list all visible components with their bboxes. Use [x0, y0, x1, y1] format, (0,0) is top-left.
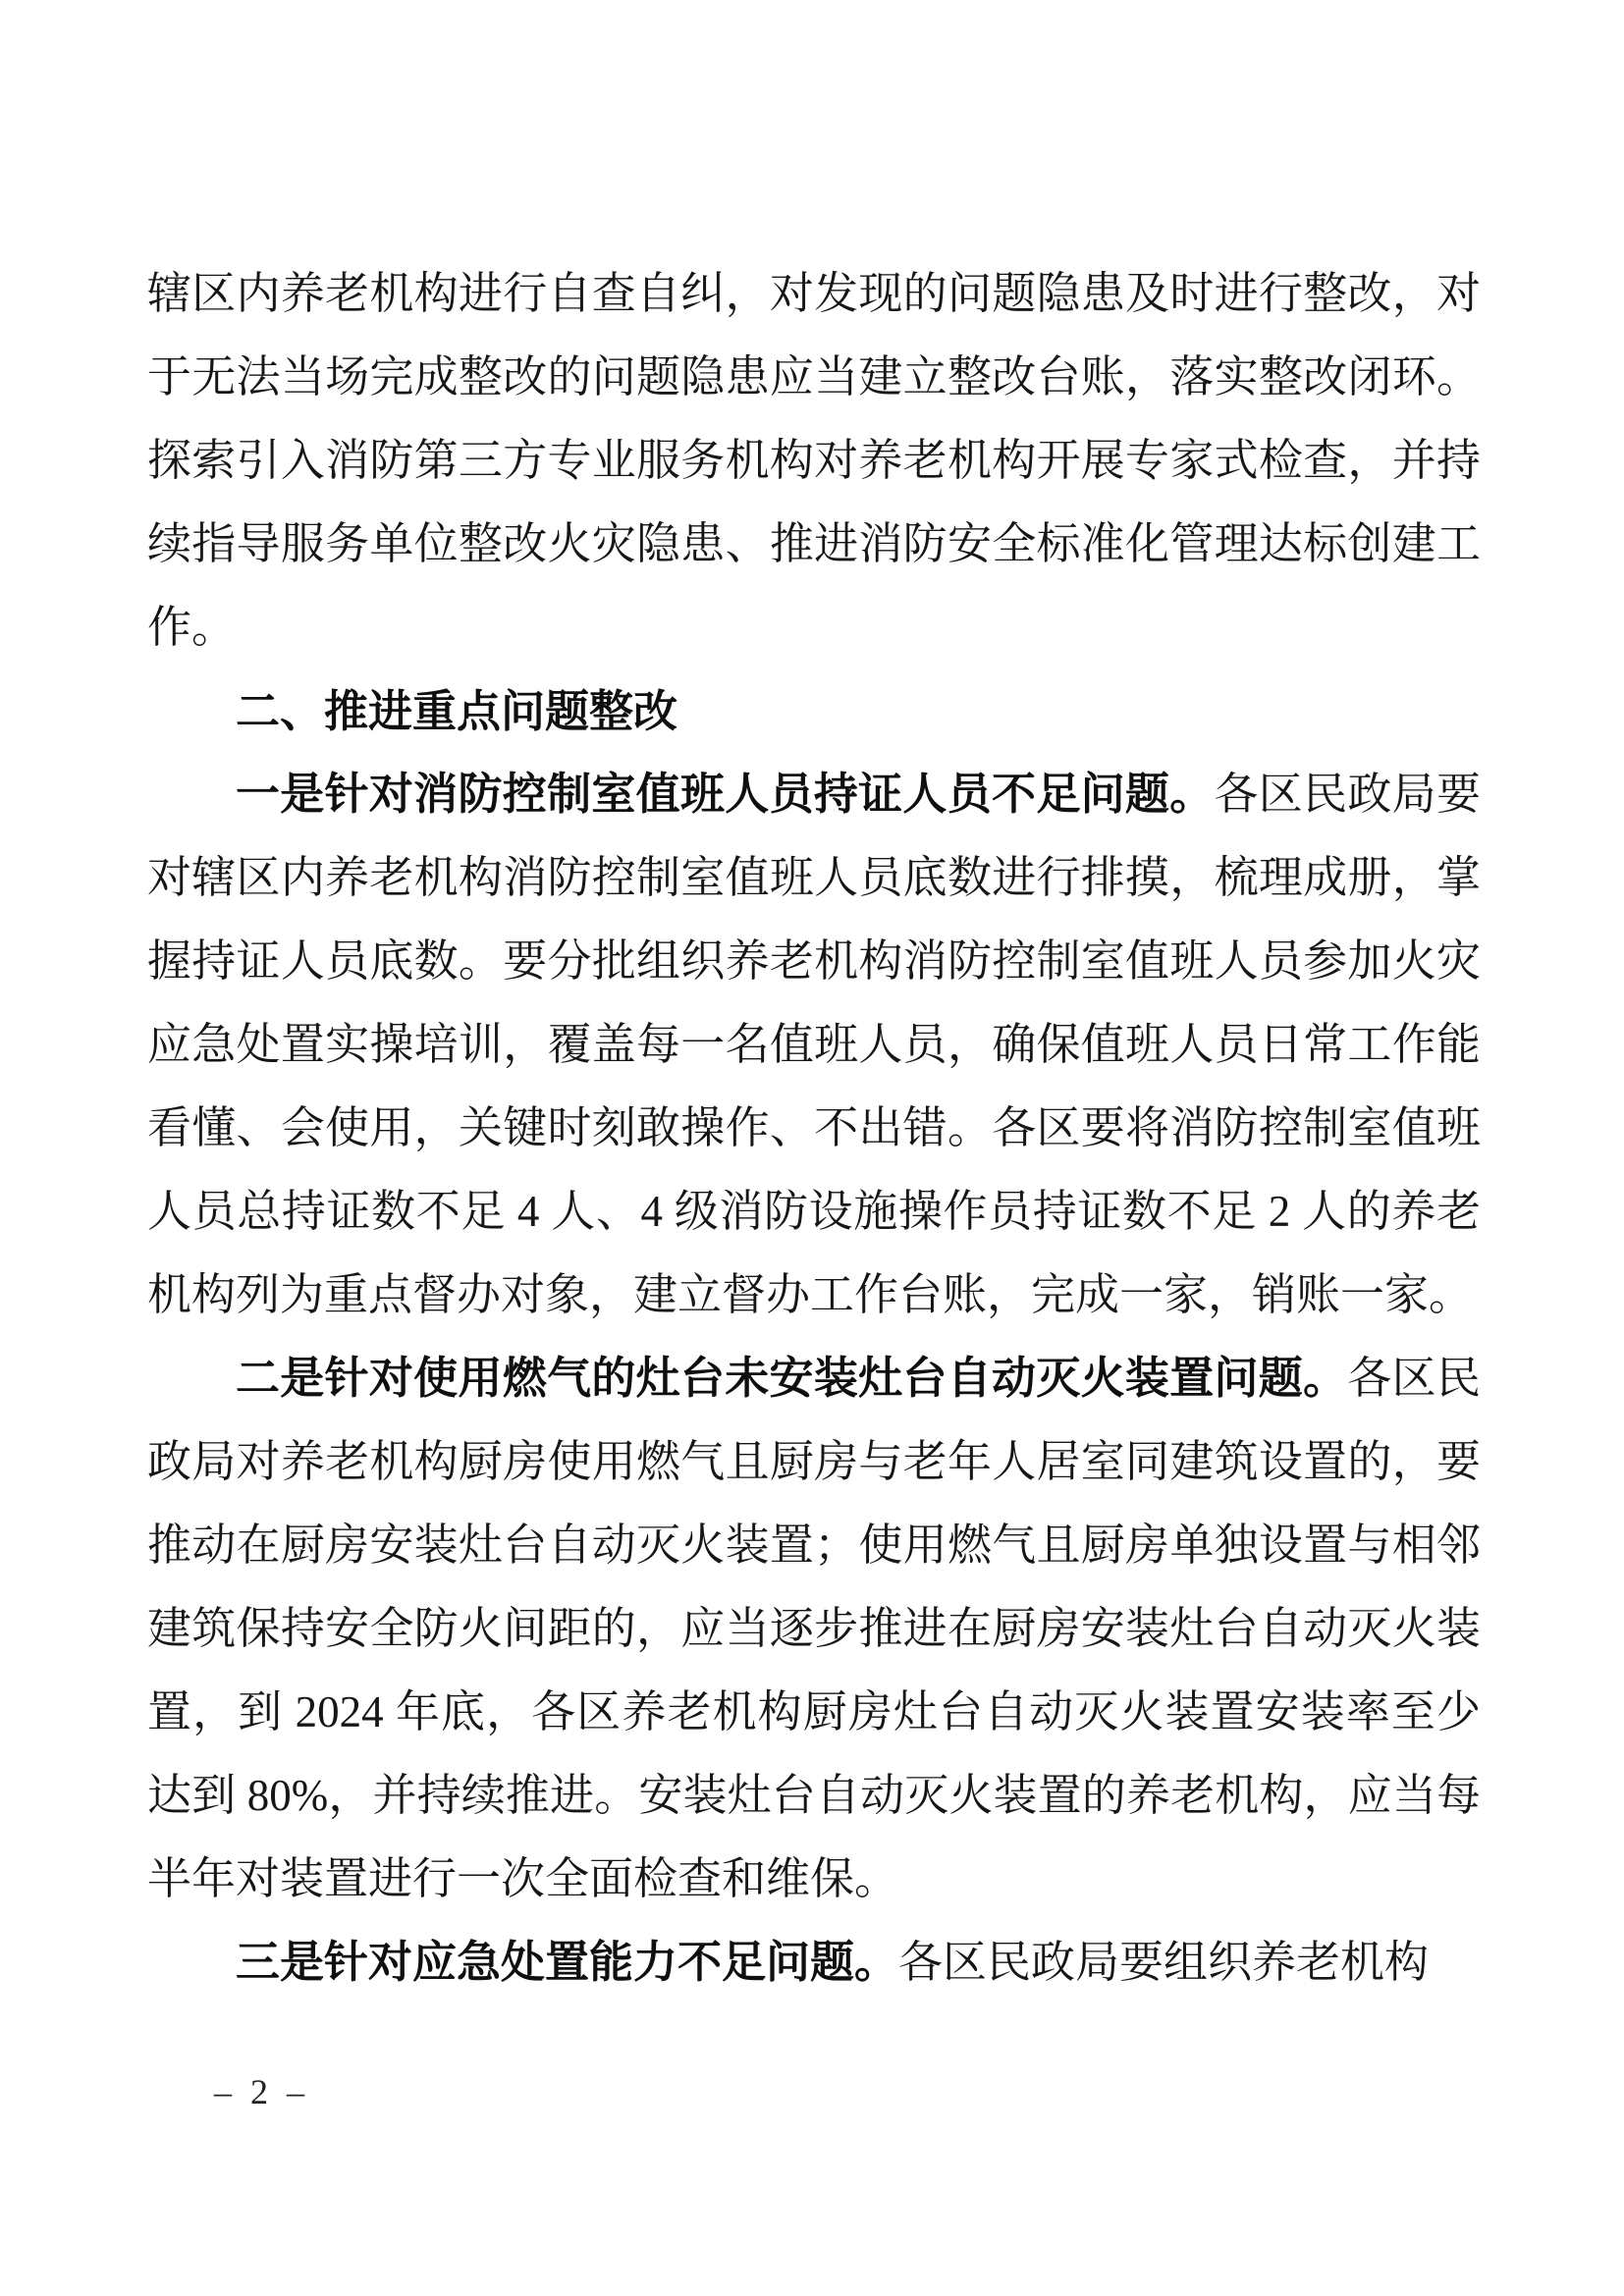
- paragraph-text: 各区民政局对养老机构厨房使用燃气且厨房与老年人居室同建筑设置的，要推动在厨房安装灶台自动灭火装置；使用燃气且厨房单独设置与相邻建筑保持安全防火间距的，应当逐步推进在厨房安装灶台自动灭火装置，到 2024 年底，各区养老机构厨房灶台自动灭火装置安装率至少达到 80%，并持续推进。安装灶台自动灭火装置的养老机构，应当每半年对装置进行一次全面检查和维保。: [147, 1354, 1481, 1903]
- paragraph-lead-bold-text: 二、推进重点问题整改: [236, 686, 678, 736]
- paragraph-lead-bold-text: 一是针对消防控制室值班人员持证人员不足问题。: [236, 770, 1215, 819]
- paragraph-text: 各区民政局要组织养老机构: [898, 1938, 1430, 1987]
- paragraph-continuation: [147, 252, 1481, 669]
- paragraph-text: 各区民政局要对辖区内养老机构消防控制室值班人员底数进行排摸，梳理成册，掌握持证人员底数。要分批组织养老机构消防控制室值班人员参加火灾应急处置实操培训，覆盖每一名值班人员，确保值班人员日常工作能看懂、会使用，关键时刻敢操作、不出错。各区要将消防控制室值班人员总持证数不足 4 人、4 级消防设施操作员持证数不足 2 人的养老机构列为重点督办对象，建立督办工作台账，完成一家，销账一家。: [147, 770, 1481, 1319]
- page-number: – 2 –: [214, 2072, 309, 2111]
- paragraph-item-three: [147, 1921, 1481, 2004]
- paragraph-lead-bold-text: 三是针对应急处置能力不足问题。: [236, 1938, 899, 1987]
- paragraph-item-one: [147, 753, 1481, 1337]
- paragraph-text: 辖区内养老机构进行自查自纠，对发现的问题隐患及时进行整改，对于无法当场完成整改的问题隐患应当建立整改台账，落实整改闭环。探索引入消防第三方专业服务机构对养老机构开展专家式检查，并持续指导服务单位整改火灾隐患、推进消防安全标准化管理达标创建工作。: [147, 269, 1481, 652]
- section-heading: [147, 669, 1481, 753]
- document-body: [147, 252, 1481, 2004]
- paragraph-lead-bold-text: 二是针对使用燃气的灶台未安装灶台自动灭火装置问题。: [236, 1354, 1348, 1403]
- paragraph-item-two: [147, 1337, 1481, 1921]
